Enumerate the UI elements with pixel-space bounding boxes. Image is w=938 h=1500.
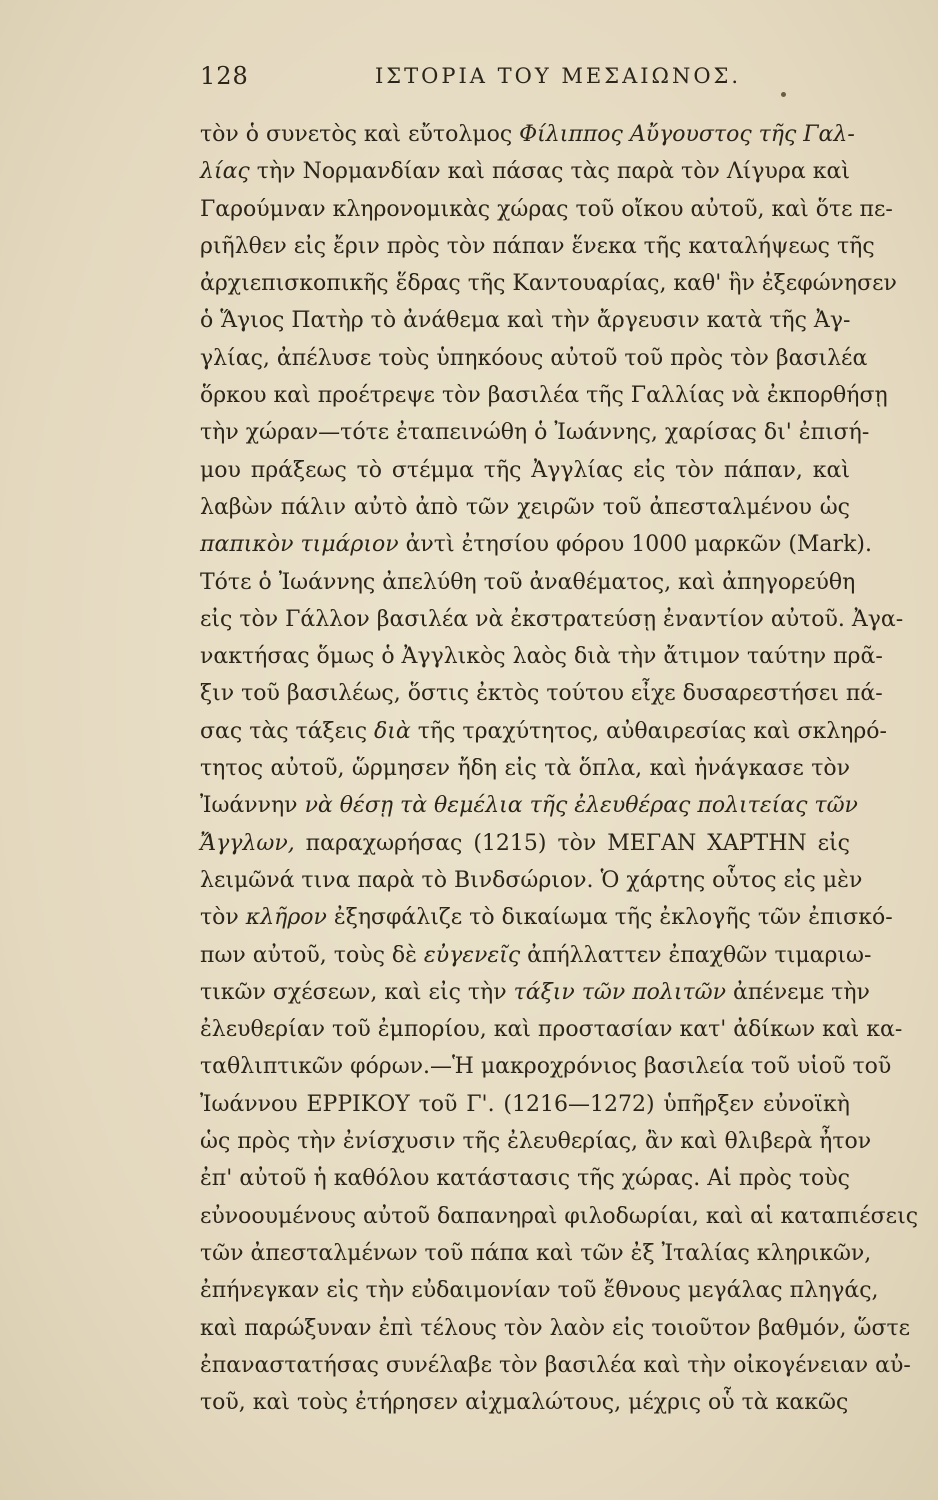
text-run: τῆς τραχύτητος, αὐθαιρεσίας καὶ σκληρό- (410, 718, 887, 744)
text-run: τῶν ἀπεσταλμένων τοῦ πάπα καὶ τῶν ἐξ Ἰταλίας κληρικῶν, (200, 1240, 872, 1266)
text-run: καὶ παρώξυναν ἐπὶ τέλους τὸν λαὸν εἰς τοιοῦτον βαθμόν, ὥστε (200, 1315, 911, 1341)
text-line (200, 265, 897, 302)
text-run: γλίας, ἀπέλυσε τοὺς ὑπηκόους αὐτοῦ τοῦ πρὸς τὸν βασιλέα (200, 345, 868, 371)
body-text (200, 116, 919, 1421)
text-run: ἐπ' αὐτοῦ ἡ καθόλου κατάστασις τῆς χώρας. Αἱ πρὸς τοὺς (200, 1166, 850, 1192)
text-run: ἀπένεμε τὴν (725, 979, 870, 1005)
text-line (200, 489, 850, 526)
text-line (200, 1384, 850, 1421)
text-run: ὁ Ἅγιος Πατὴρ τὸ ἀνάθεμα καὶ τὴν ἄργευσιν κατὰ τῆς Ἀγ- (200, 308, 851, 334)
text-run: τοῦ, καὶ τοὺς ἐτήρησεν αἰχμαλώτους, μέχρις οὗ τὰ κακῶς (200, 1390, 849, 1416)
text-run: σας τὰς τάξεις (200, 718, 375, 744)
text-run: τητος αὐτοῦ, ὥρμησεν ἤδη εἰς τὰ ὅπλα, καὶ ἠνάγκασε τὸν (200, 756, 850, 782)
running-title: ΙΣΤΟΡΙΑ ΤΟΥ ΜΕΣΑΙΩΝΟΣ. (375, 64, 742, 88)
text-run: τὸν ὁ συνετὸς καὶ εὔτολμος (200, 122, 520, 147)
italic-text-run: τάξιν τῶν πολιτῶν (513, 979, 726, 1005)
text-line (200, 1310, 911, 1347)
text-run: τικῶν σχέσεων, καὶ εἰς τὴν (200, 979, 514, 1005)
text-run: ὅρκου καὶ προέτρεψε τὸν βασιλέα τῆς Γαλλίας νὰ ἐκπορθήσῃ (200, 383, 888, 409)
text-run: ξιν τοῦ βασιλέως, ὅστις ἐκτὸς τούτου εἶχε δυσαρεστήσει πά- (200, 681, 883, 707)
text-run: ἐλευθερίαν τοῦ ἐμπορίου, καὶ προστασίαν κατ' ἀδίκων καὶ κα- (200, 1017, 903, 1043)
text-run: ἐπήνεγκαν εἰς τὴν εὐδαιμονίαν τοῦ ἔθνους μεγάλας πληγάς, (200, 1278, 879, 1304)
text-line (200, 191, 893, 228)
text-run: Ἰωάννην (200, 793, 305, 819)
text-line (200, 638, 883, 675)
text-line (200, 862, 863, 899)
text-run: ριῆλθεν εἰς ἔριν πρὸς τὸν πάπαν ἕνεκα τῆς καταλήψεως τῆς (200, 233, 875, 259)
text-run: λειμῶνά τινα παρὰ τὸ Βινδσώριον. Ὁ χάρτης οὗτος εἰς μὲν (200, 867, 863, 893)
text-line (200, 1272, 879, 1309)
text-run: πων αὐτοῦ, τοὺς δὲ (200, 942, 424, 968)
italic-text-run: Ἄγγλων, (200, 830, 295, 856)
text-run: εἰς τὸν Γάλλον βασιλέα νὰ ἐκστρατεύσῃ ἐναντίον αὐτοῦ. Ἀγα- (200, 606, 904, 632)
text-run: Τότε ὁ Ἰωάννης ἀπελύθη τοῦ ἀναθέματος, καὶ ἀπηγορεύθη (200, 569, 856, 595)
text-line (200, 1198, 919, 1235)
italic-text-run: Φίλιππος Αὔγουστος τῆς Γαλ- (519, 122, 855, 147)
text-line (200, 1123, 872, 1160)
text-run: ἀρχιεπισκοπικῆς ἕδρας τῆς Καντουαρίας, καθ' ἣν ἐξεφώνησεν (200, 271, 897, 297)
text-run: παραχωρήσας (1215) τὸν ΜΕΓΑΝ ΧΑΡΤΗΝ εἰς (294, 830, 850, 856)
text-line (200, 1048, 892, 1085)
text-run: ἐξησφάλιζε τὸ δικαίωμα τῆς ἐκλογῆς τῶν ἐπισκό- (326, 905, 893, 931)
page-number: 128 (200, 62, 249, 90)
text-line (200, 974, 870, 1011)
text-run: τὴν χώραν—τότε ἐταπεινώθη ὁ Ἰωάννης, χαρίσας δι' ἐπισή- (200, 420, 870, 446)
text-line (200, 1235, 872, 1272)
text-run: ταθλιπτικῶν φόρων.—Ἡ μακροχρόνιος βασιλεία τοῦ υἱοῦ τοῦ (200, 1054, 892, 1080)
text-line (200, 675, 883, 712)
text-line (200, 340, 868, 377)
text-line (200, 116, 855, 153)
ink-speck (781, 92, 786, 97)
text-line (200, 899, 893, 936)
text-line (200, 228, 875, 265)
italic-text-run: λίας (200, 159, 250, 185)
page-header (200, 62, 850, 102)
text-line (200, 937, 872, 974)
text-line (200, 1160, 850, 1197)
text-line (200, 601, 904, 638)
text-line (200, 787, 858, 824)
text-line (200, 452, 850, 489)
text-run: μου πράξεως τὸ στέμμα τῆς Ἀγγλίας εἰς τὸν πάπαν, καὶ (200, 457, 850, 483)
text-line (200, 377, 888, 414)
text-run: ἐπαναστατήσας συνέλαβε τὸν βασιλέα καὶ τὴν οἰκογένειαν αὐ- (200, 1352, 911, 1378)
text-line (200, 825, 850, 862)
italic-text-run: παπικὸν τιμάριον (200, 532, 399, 558)
text-run: Γαρούμναν κληρονομικὰς χώρας τοῦ οἴκου αὐτοῦ, καὶ ὅτε πε- (200, 196, 893, 222)
text-line (200, 1011, 903, 1048)
text-line (200, 564, 856, 601)
text-line (200, 1086, 850, 1123)
text-line (200, 713, 887, 750)
text-line (200, 526, 872, 563)
text-line (200, 1347, 911, 1384)
text-run: ἀντὶ ἐτησίου φόρου 1000 μαρκῶν (Mark). (398, 532, 872, 558)
text-run: Ἰωάννου ΕΡΡΙΚΟΥ τοῦ Γ'. (1216—1272) ὑπῆρξεν εὐνοϊκὴ (200, 1091, 850, 1117)
italic-text-run: εὐγενεῖς (423, 942, 521, 968)
italic-text-run: κλῆρον (245, 905, 327, 931)
text-run: ὡς πρὸς τὴν ἐνίσχυσιν τῆς ἐλευθερίας, ἂν καὶ θλιβερὰ ἦτον (200, 1129, 872, 1155)
text-line (200, 153, 850, 190)
text-run: τὴν Νορμανδίαν καὶ πάσας τὰς παρὰ τὸν Λίγυρα καὶ (249, 159, 850, 185)
text-run: νακτήσας ὅμως ὁ Ἀγγλικὸς λαὸς διὰ τὴν ἄτιμον ταύτην πρᾶ- (200, 644, 883, 670)
text-line (200, 750, 850, 787)
text-line (200, 414, 870, 451)
text-run: ἀπήλλαττεν ἐπαχθῶν τιμαριω- (520, 942, 872, 968)
text-run: λαβὼν πάλιν αὐτὸ ἀπὸ τῶν χειρῶν τοῦ ἀπεσταλμένου ὡς (200, 494, 850, 520)
italic-text-run: διὰ (374, 718, 411, 744)
text-run: εὐνοουμένους αὐτοῦ δαπανηραὶ φιλοδωρίαι, καὶ αἱ καταπιέσεις (200, 1203, 919, 1229)
text-run: τὸν (200, 905, 246, 931)
text-line (200, 302, 850, 339)
italic-text-run: νὰ θέσῃ τὰ θεμέλια τῆς ἐλευθέρας πολιτείας τῶν (304, 793, 858, 819)
